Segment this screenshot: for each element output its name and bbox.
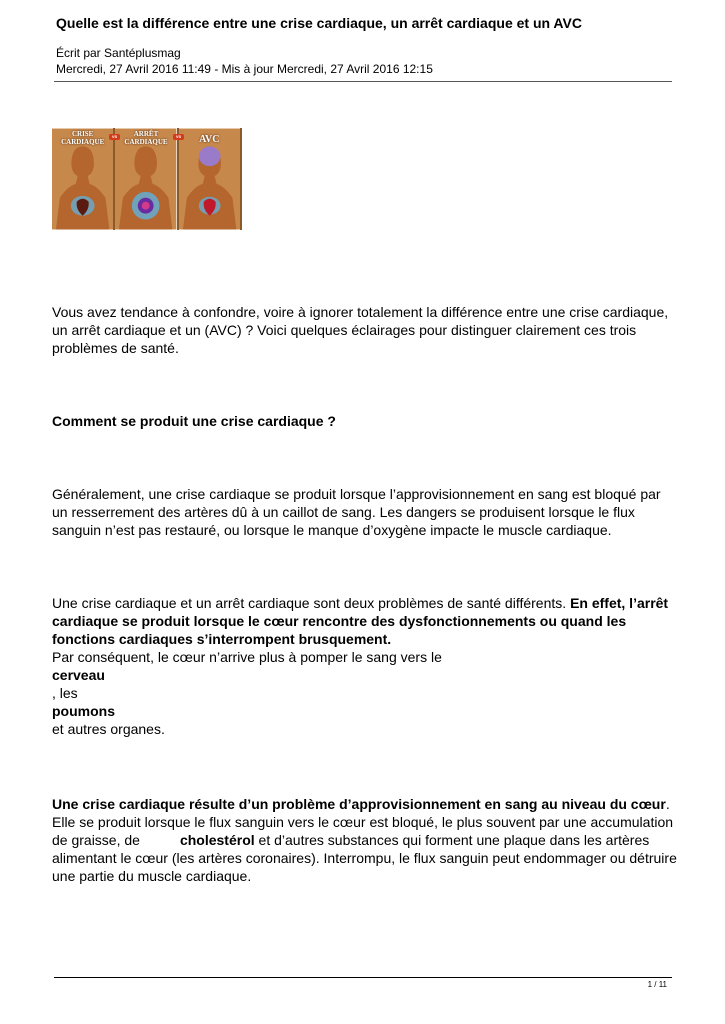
para3-line3: et autres organes. (52, 721, 165, 737)
panel-label-arret: ARRÊT CARDIAQUE (124, 130, 168, 146)
hero-panel-crise (52, 128, 115, 230)
panel-label-crise: CRISE CARDIAQUE (61, 130, 105, 146)
para3-bold: En effet, l’arrêt cardiaque se produit lorsque le cœur rencontre des dysfonctionnements ou quand les fonctions cardiaques s’interrompent brusquement. (52, 595, 669, 647)
vs-badge: VS (173, 134, 184, 140)
hero-image (52, 128, 242, 230)
vs-badge: VS (109, 134, 120, 140)
para3-word-poumons: poumons (52, 703, 115, 719)
header-divider (54, 81, 672, 82)
paragraph-4 (52, 795, 677, 885)
para4-cholesterol: cholestérol (179, 832, 255, 848)
para3-line2: , les (52, 685, 78, 701)
paragraph-3 (52, 594, 677, 738)
para3-intro: Une crise cardiaque et un arrêt cardiaque sont deux problèmes de santé différents. (52, 595, 567, 611)
panel-label-avc: AVC (199, 134, 220, 145)
hero-panel-avc (179, 128, 242, 230)
para4-text2: et d’autres substances qui forment une plaque dans les artères alimentant le cœur (les artères coronaires). Interrompu, le flux sanguin peut endommager ou détruire une partie du muscle cardiaque. (52, 832, 677, 884)
section-heading: Comment se produit une crise cardiaque ? (52, 413, 336, 429)
footer-divider (54, 977, 672, 978)
para3-word-cerveau: cerveau (52, 667, 105, 683)
para4-bold: Une crise cardiaque résulte d’un problème d’approvisionnement en sang au niveau du cœur (52, 796, 666, 812)
date-line: Mercredi, 27 Avril 2016 11:49 - Mis à jour Mercredi, 27 Avril 2016 12:15 (56, 62, 433, 76)
intro-paragraph: Vous avez tendance à confondre, voire à ignorer totalement la différence entre une crise cardiaque, un arrêt cardiaque et un (AVC) ? Voici quelques éclairages pour distinguer clairement ces trois problèmes de santé. (52, 304, 669, 356)
paragraph-2: Généralement, une crise cardiaque se produit lorsque l’approvisionnement en sang est bloqué par un resserrement des artères dû à un caillot de sang. Les dangers se produisent lorsque le flux sanguin n’est pas restauré, ou lorsque le manque d’oxygène impacte le muscle cardiaque. (52, 486, 661, 538)
page-number: 1 / 11 (647, 980, 667, 989)
para3-line1: Par conséquent, le cœur n’arrive plus à pomper le sang vers le (52, 649, 442, 665)
article-title: Quelle est la différence entre une crise cardiaque, un arrêt cardiaque et un AVC (56, 15, 582, 31)
hero-panel-arret (115, 128, 178, 230)
author-line: Écrit par Santéplusmag (56, 46, 181, 60)
article-meta (56, 45, 676, 77)
para4-text1: . Elle se produit lorsque le flux sanguin vers le cœur est bloqué, le plus souvent par une accumulation de graisse, de (52, 796, 674, 848)
